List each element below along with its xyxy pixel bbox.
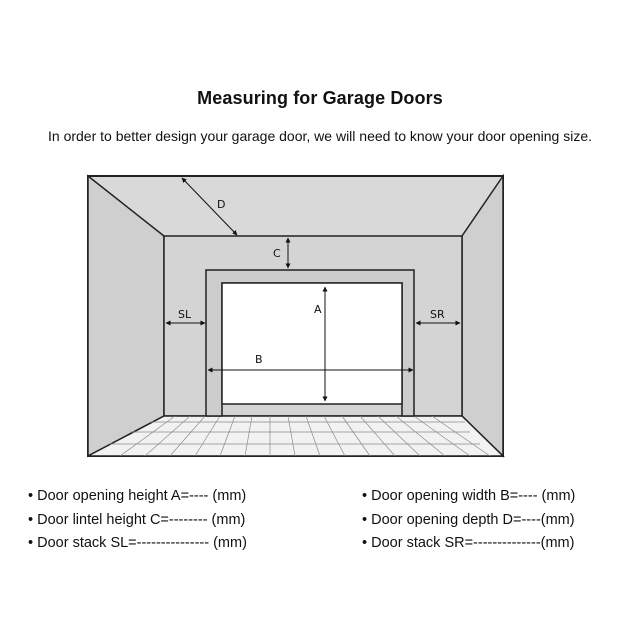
measurement-list-right bbox=[362, 485, 575, 556]
label-c: C bbox=[273, 247, 281, 260]
label-d: D bbox=[217, 198, 226, 211]
page-title: Measuring for Garage Doors bbox=[197, 88, 443, 108]
list-item-stack-sr: • Door stack SR=--------------(mm) bbox=[362, 532, 575, 556]
label-b: B bbox=[255, 353, 263, 366]
label-sr: SR bbox=[430, 308, 445, 321]
list-item-stack-sl: • Door stack SL=--------------- (mm) bbox=[28, 532, 247, 556]
list-item-height: • Door opening height A=---- (mm) bbox=[28, 485, 247, 509]
list-item-width: • Door opening width B=---- (mm) bbox=[362, 485, 575, 509]
list-item-lintel: • Door lintel height C=-------- (mm) bbox=[28, 509, 247, 533]
intro-text: In order to better design your garage door, we will need to know your door opening size. bbox=[48, 128, 592, 144]
label-sl: SL bbox=[178, 308, 192, 321]
door-opening bbox=[222, 283, 402, 404]
measurement-list-left bbox=[28, 485, 247, 556]
label-a: A bbox=[314, 303, 322, 316]
list-item-depth: • Door opening depth D=----(mm) bbox=[362, 509, 575, 533]
